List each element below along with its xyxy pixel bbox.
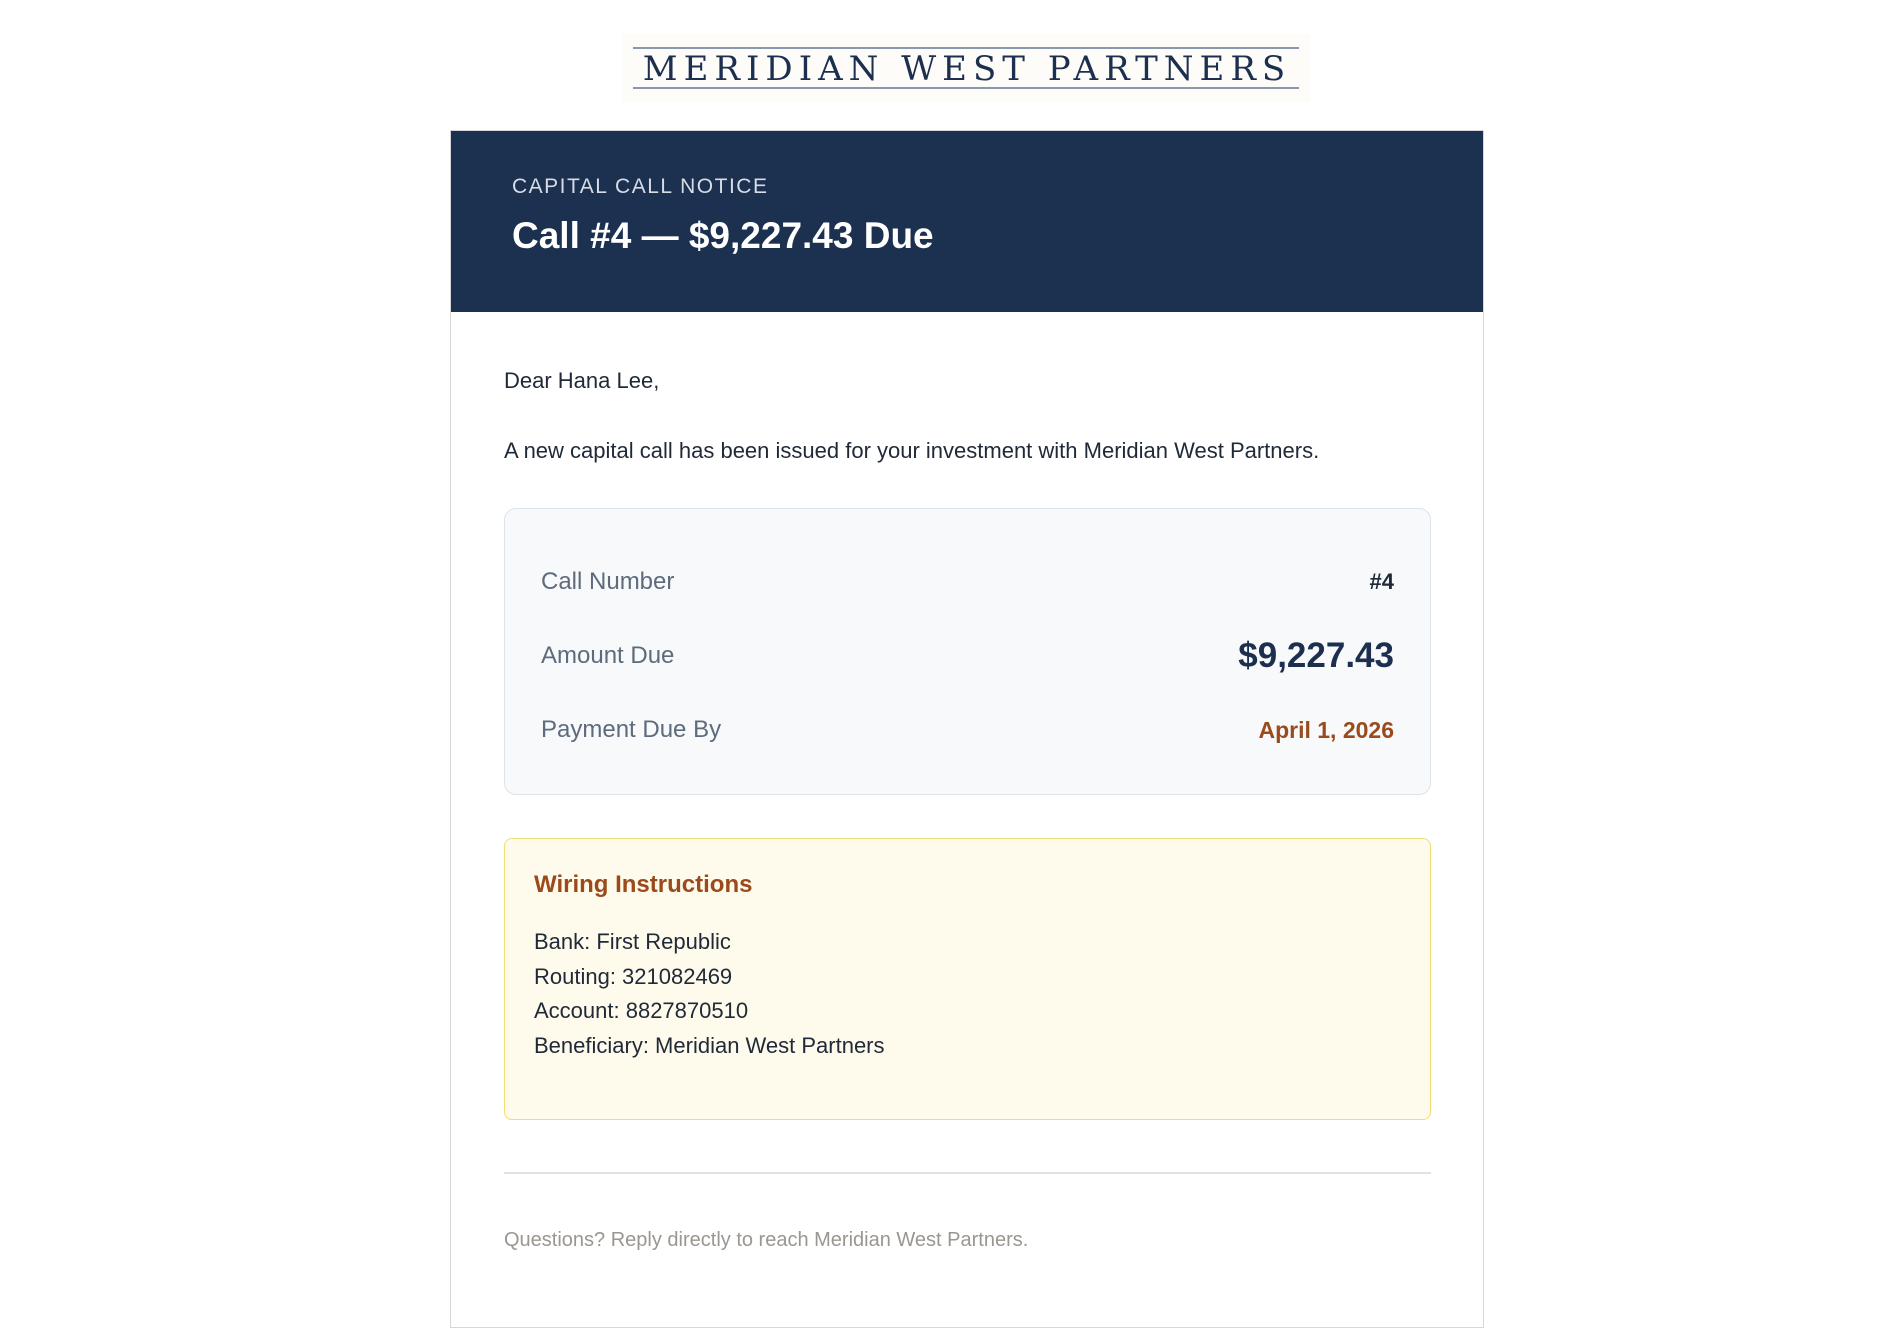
- wiring-beneficiary: Beneficiary: Meridian West Partners: [534, 1032, 885, 1058]
- email-card: [450, 130, 1484, 1328]
- footer-note: Questions? Reply directly to reach Meridian West Partners.: [504, 1229, 1029, 1251]
- notice-type-label: CAPITAL CALL NOTICE: [512, 175, 769, 198]
- amount-due-value: $9,227.43: [1238, 636, 1394, 675]
- footer-divider: [504, 1172, 1431, 1174]
- payment-due-value: April 1, 2026: [1258, 716, 1394, 743]
- call-number-label: Call Number: [541, 568, 675, 595]
- call-details-box: [504, 508, 1431, 795]
- amount-due-label: Amount Due: [541, 642, 675, 669]
- detail-row-payment-due: [541, 711, 1394, 749]
- wiring-bank: Bank: First Republic: [534, 929, 731, 954]
- logo-wordmark: MERIDIAN WEST PARTNERS: [633, 47, 1299, 89]
- payment-due-label: Payment Due By: [541, 716, 722, 743]
- notice-banner: [451, 131, 1483, 312]
- wiring-instructions-box: [504, 838, 1431, 1120]
- detail-row-call-number: [541, 563, 1394, 601]
- company-logo: [622, 34, 1310, 102]
- notice-title: Call #4 — $9,227.43 Due: [512, 215, 934, 256]
- email-body: [451, 312, 1483, 1252]
- wiring-details: [534, 925, 1401, 1063]
- wiring-title: Wiring Instructions: [534, 871, 753, 898]
- detail-row-amount-due: [541, 637, 1394, 675]
- call-number-value: #4: [1369, 569, 1394, 594]
- wiring-account: Account: 8827870510: [534, 998, 749, 1023]
- greeting: Dear Hana Lee,: [504, 368, 660, 393]
- wiring-routing: Routing: 321082469: [534, 963, 733, 989]
- intro-paragraph: A new capital call has been issued for your investment with Meridian West Partners.: [504, 438, 1320, 463]
